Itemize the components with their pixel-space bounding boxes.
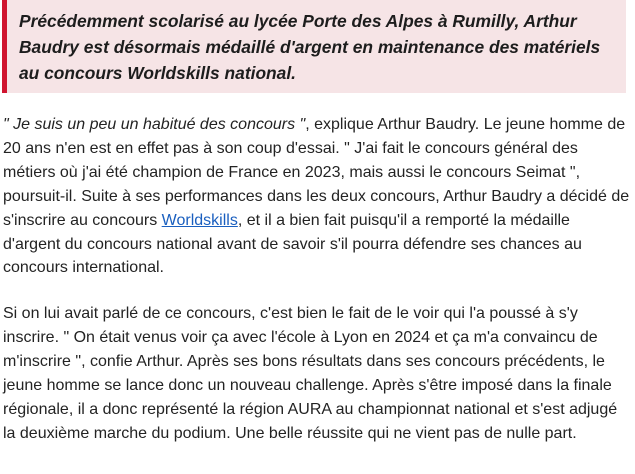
paragraph-1-text: [3, 113, 631, 280]
article-paragraph-2: [3, 302, 631, 445]
paragraph-2-text: Si on lui avait parlé de ce concours, c'est bien le fait de le voir qui l'a poussé à s'y inscrire. " On était venus voir ça avec l'école à Lyon en 2024 et ça m'a convaincu de m'inscrire ", confie Arthur. Après ses bons résultats dans ses concours précédents, le jeune homme se lance donc un nouveau challenge. Après s'être imposé dans la finale régionale, il a donc représenté la région AURA au championnat national et s'est adjugé la deuxième marche du podium. Une belle réussite qui ne vient pas de nulle part.: [3, 305, 618, 442]
article-paragraph-1: [3, 113, 631, 280]
paragraph-1-quote: " Je suis un peu un habitué des concours ": [3, 116, 306, 133]
worldskills-link[interactable]: Worldskills: [161, 211, 238, 229]
paragraph-1-text-after-link: , et il a bien fait puisqu'il a remporté la médaille d'argent du concours national avant de savoir s'il pourra défendre ses chances au concours international.: [3, 211, 582, 277]
paragraph-1-text-before-link: , explique Arthur Baudry. Le jeune homme de 20 ans n'en est en effet pas à son coup d'essai. " J'ai fait le concours général des métiers où j'ai été champion de France en 2023, mais aussi le concours Seimat ", poursuit-il. Suite à ses performances dans les deux concours, Arthur Baudry a décidé de s'inscrire au concours: [3, 116, 630, 229]
article-lede: [2, 0, 626, 93]
lede-text: Précédemment scolarisé au lycée Porte des Alpes à Rumilly, Arthur Baudry est désormais médaillé d'argent en maintenance des matériels au concours Worldskills national.: [19, 11, 601, 83]
